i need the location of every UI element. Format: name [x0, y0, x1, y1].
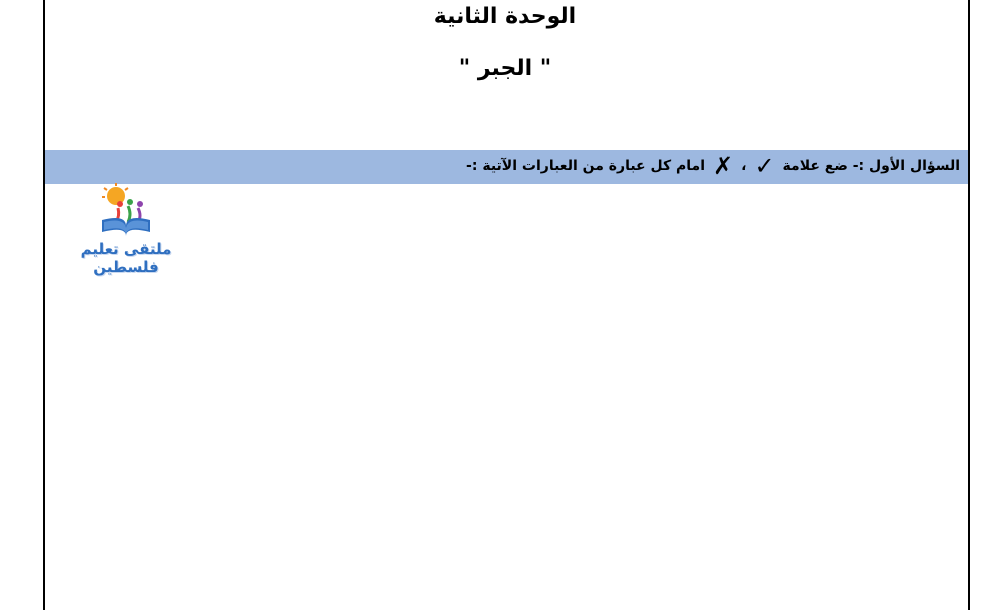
question-instruction [466, 152, 960, 180]
logo-text: ملتقى تعليم فلسطين [80, 240, 172, 276]
open-book-logo-icon [46, 182, 206, 244]
check-mark-icon: ✓ [754, 152, 775, 180]
topic-title: " الجبر " [458, 56, 552, 81]
question-separator: ، [741, 158, 747, 174]
question-bar [45, 150, 968, 184]
question-prefix: السؤال الأول :- ضع علامة [782, 158, 960, 174]
x-mark-icon: ✗ [713, 152, 734, 180]
page-border-right [968, 0, 970, 610]
question-suffix: امام كل عبارة من العبارات الآتية :- [466, 158, 705, 174]
logo [46, 182, 206, 276]
page-border-left [43, 0, 45, 610]
unit-title: الوحدة الثانية [433, 4, 577, 29]
